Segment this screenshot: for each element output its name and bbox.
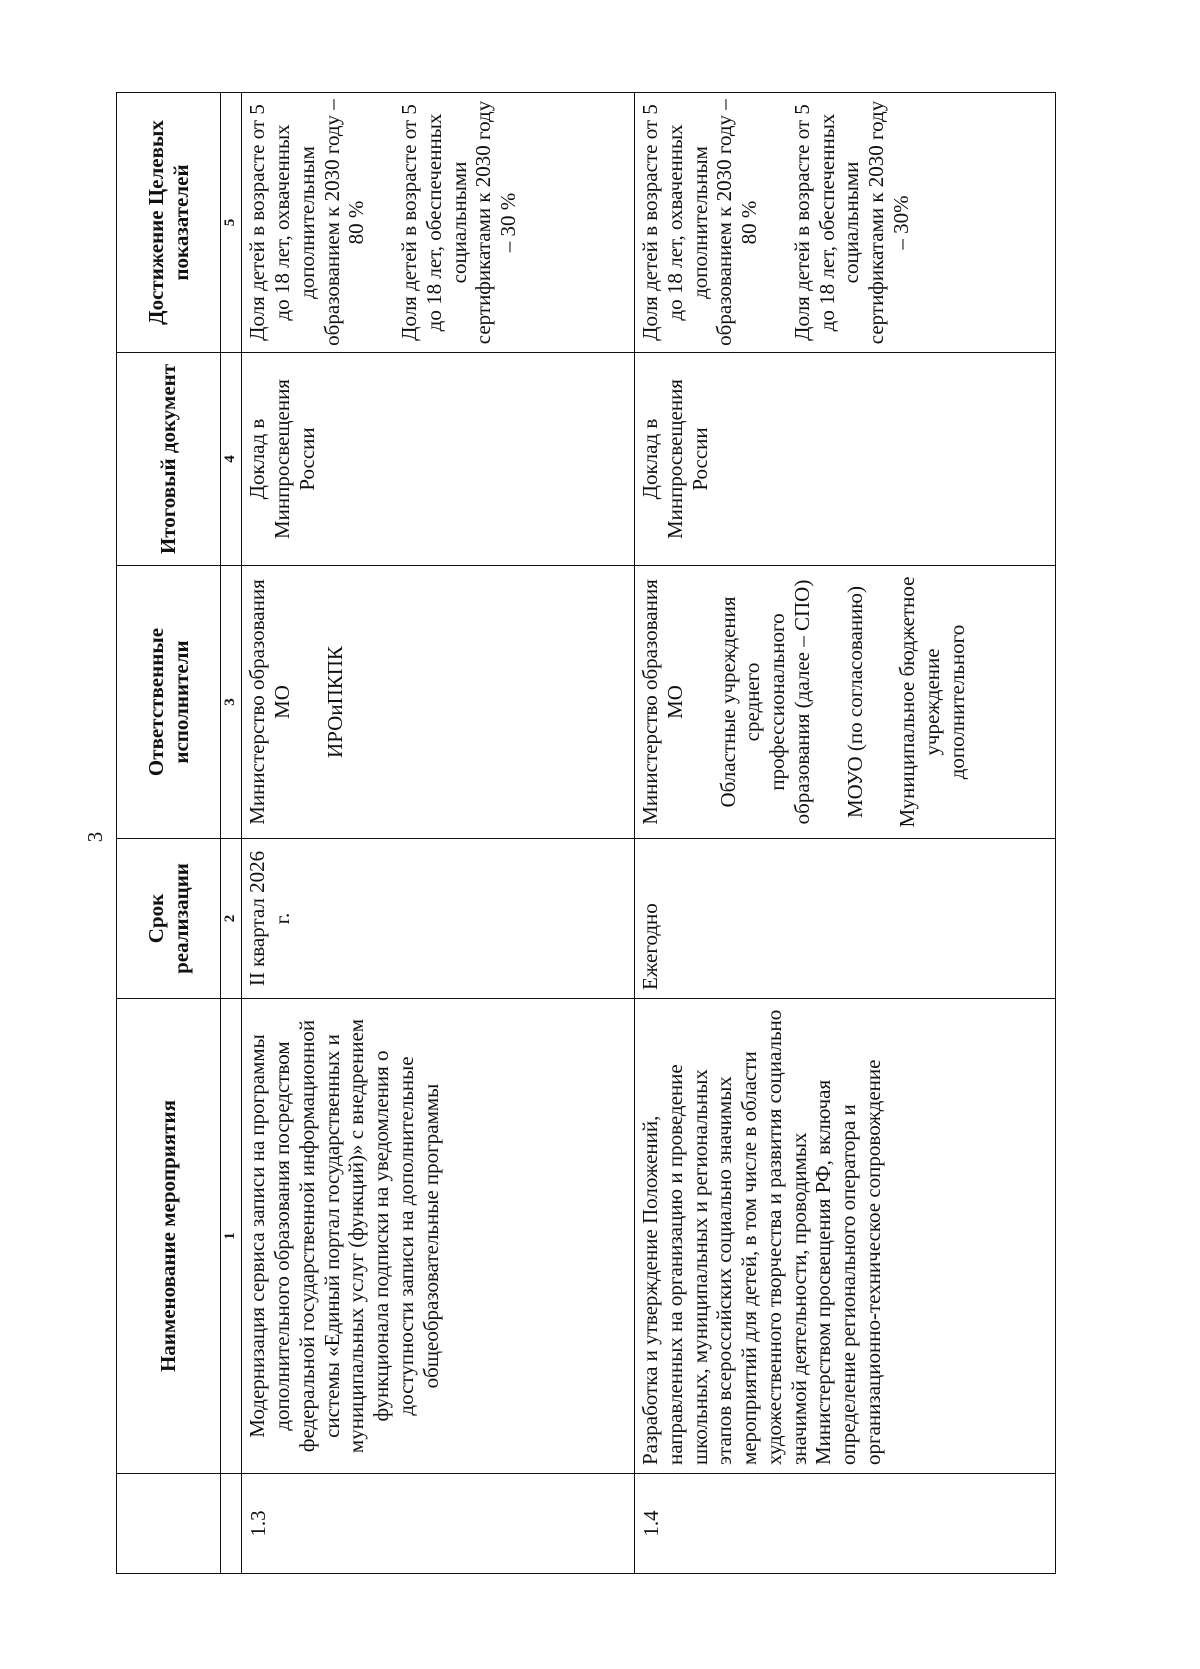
column-number: 3 — [221, 566, 242, 839]
target-indicators — [635, 93, 1056, 353]
activities-table — [116, 92, 1056, 1574]
indicator: Доля детей в возрасте от 5 до 18 лет, обеспеченных социальными сертификатами к 2030 году – 30% — [789, 100, 913, 345]
executor: МОУО (по согласованию) — [842, 586, 867, 818]
row-number: 1.4 — [635, 1474, 1056, 1574]
target-indicators — [242, 93, 635, 353]
header-executors: Ответственные исполнители — [117, 566, 221, 839]
indicator: Доля детей в возрасте от 5 до 18 лет, обеспеченных социальными сертификатами к 2030 году – 30 % — [397, 100, 521, 345]
indicator: Доля детей в возрасте от 5 до 18 лет, охваченных дополнительным образованием к 2030 году – 80 % — [245, 99, 369, 346]
header-document: Итоговый документ — [117, 353, 221, 566]
page-number: 3 — [83, 831, 107, 843]
header-activity-name: Наименование мероприятия — [117, 999, 221, 1474]
executors — [635, 566, 1056, 839]
activity-name: Модернизация сервиса записи на программы дополнительного образования посредством федеральной государственной информационной системы «Единый портал государственных и муниципальных услуг (функций)» с внедрением функционала подписки на уведомления о доступности записи на дополнительные общеобразовательные программы — [242, 999, 635, 1474]
executor: Муниципальное бюджетное учреждение дополнительного — [895, 576, 969, 828]
final-document: Доклад в Минпросвещения России — [635, 353, 1056, 566]
header-indicators: Достижение Целевых показателей — [117, 93, 221, 353]
column-number: 4 — [221, 353, 242, 566]
activity-name: Разработка и утверждение Положений, направленных на организацию и проведение школьных, муниципальных и региональных этапов всероссийских социально значимых мероприятий для детей, в том числе в области художественного творчества и развития социально значимой деятельности, проводимых Министерством просвещения РФ, включая определение регионального оператора и организационно-техническое сопровождение — [635, 999, 1056, 1474]
table-row — [242, 93, 635, 1574]
deadline: II квартал 2026 г. — [242, 839, 635, 999]
column-number-row — [221, 93, 242, 1574]
header-deadline: Срок реализации — [117, 839, 221, 999]
executor: Министерство образования МО — [638, 579, 687, 825]
indicator: Доля детей в возрасте от 5 до 18 лет, охваченных дополнительным образованием к 2030 году – 80 % — [638, 99, 762, 346]
executors — [242, 566, 635, 839]
executor: Министерство образования МО — [245, 579, 295, 825]
executor: Областные учреждения среднего профессионального образования (далее – СПО) — [715, 579, 814, 825]
table-row — [635, 93, 1056, 1574]
deadline: Ежегодно — [635, 839, 1056, 999]
column-number: 1 — [221, 999, 242, 1474]
row-number: 1.3 — [242, 1474, 635, 1574]
rotated-table-wrapper — [116, 93, 1056, 1574]
header-number — [117, 1474, 221, 1574]
header-row — [117, 93, 221, 1574]
final-document: Доклад в Минпросвещения России — [242, 353, 635, 566]
column-number: 5 — [221, 93, 242, 353]
column-number: 2 — [221, 839, 242, 999]
executor: ИРОиПКПК — [322, 646, 347, 758]
column-number — [221, 1474, 242, 1574]
